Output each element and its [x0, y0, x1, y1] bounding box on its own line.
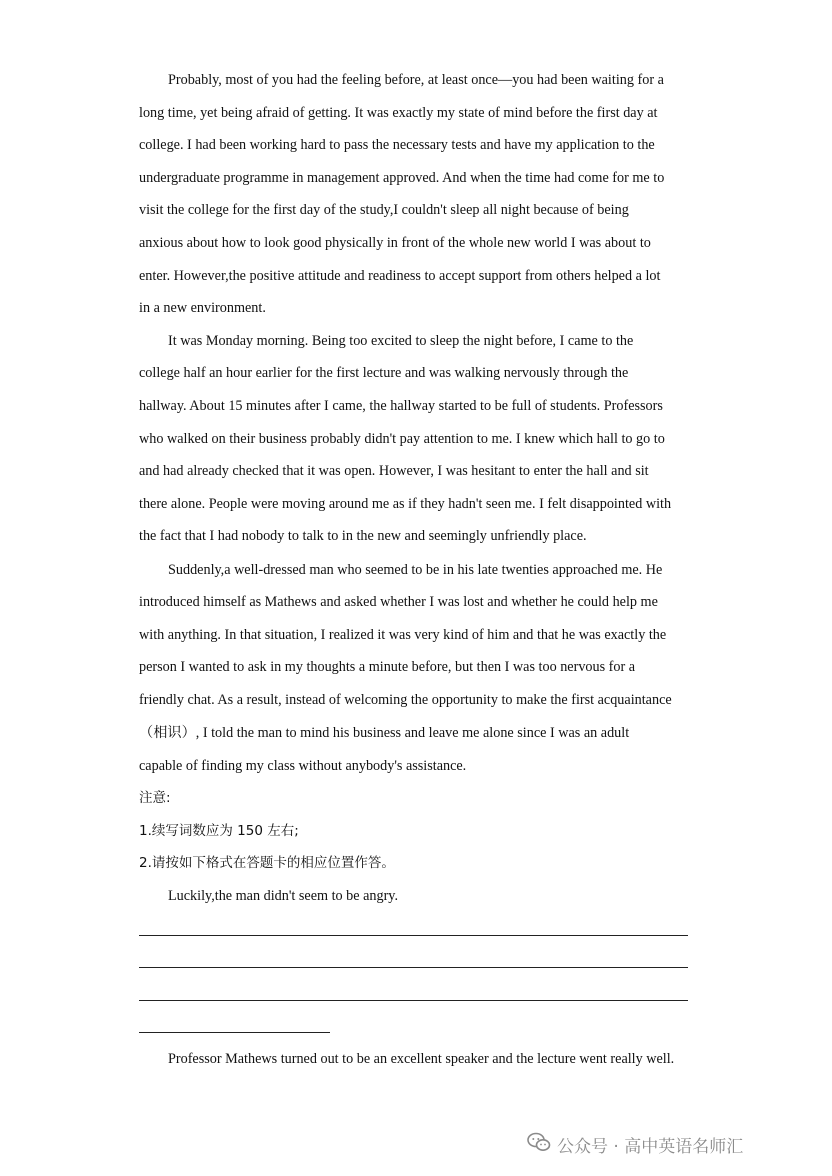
- continuation-prompt-1: Luckily,the man didn't seem to be angry.: [168, 888, 399, 904]
- answer-line-3: [139, 1000, 688, 1001]
- paragraph-1-line-5: visit the college for the first day of the study,I couldn't sleep all night because of being: [139, 202, 629, 218]
- paragraph-1-line-1: Probably, most of you had the feeling before, at least once—you had been waiting for a: [168, 72, 664, 88]
- paragraph-3-line-2: introduced himself as Mathews and asked whether I was lost and whether he could help me: [139, 594, 658, 610]
- paragraph-2-line-5: and had already checked that it was open. However, I was hesitant to enter the hall and sit: [139, 463, 649, 479]
- answer-line-2: [139, 967, 688, 968]
- paragraph-2-line-7: the fact that I had nobody to talk to in the new and seemingly unfriendly place.: [139, 528, 587, 544]
- paragraph-3-line-3: with anything. In that situation, I realized it was very kind of him and that he was exactly the: [139, 627, 667, 643]
- paragraph-2-line-6: there alone. People were moving around me as if they hadn't seen me. I felt disappointed with: [139, 496, 672, 512]
- watermark: [527, 1131, 743, 1157]
- paragraph-1-line-3: college. I had been working hard to pass the necessary tests and have my application to the: [139, 137, 655, 153]
- paragraph-1-line-2: long time, yet being afraid of getting. It was exactly my state of mind before the first day at: [139, 105, 658, 121]
- continuation-prompt-2: Professor Mathews turned out to be an excellent speaker and the lecture went really well.: [168, 1051, 675, 1067]
- notes-item-1: 1.续写词数应为 150 左右;: [139, 823, 299, 839]
- notes-item-2: 2.请按如下格式在答题卡的相应位置作答。: [139, 855, 395, 871]
- paragraph-2-line-3: hallway. About 15 minutes after I came, the hallway started to be full of students. Professors: [139, 398, 663, 414]
- paragraph-3-line-7: capable of finding my class without anybody's assistance.: [139, 758, 467, 774]
- paragraph-2-line-4: who walked on their business probably didn't pay attention to me. I knew which hall to go to: [139, 431, 665, 447]
- paragraph-3-line-6: （相识）, I told the man to mind his business and leave me alone since I was an adult: [139, 725, 630, 741]
- paragraph-1-line-8: in a new environment.: [139, 300, 266, 316]
- paragraph-2-line-2: college half an hour earlier for the first lecture and was walking nervously through the: [139, 365, 629, 381]
- paragraph-3-line-1: Suddenly,a well-dressed man who seemed to be in his late twenties approached me. He: [168, 562, 663, 578]
- notes-title: 注意:: [139, 790, 171, 806]
- paragraph-1-line-7: enter. However,the positive attitude and readiness to accept support from others helped a lot: [139, 268, 661, 284]
- paragraph-2-line-1: It was Monday morning. Being too excited to sleep the night before, I came to the: [168, 333, 634, 349]
- paragraph-3-line-4: person I wanted to ask in my thoughts a minute before, but then I was too nervous for a: [139, 659, 636, 675]
- answer-line-1: [139, 935, 688, 936]
- paragraph-1-line-6: anxious about how to look good physically in front of the whole new world I was about to: [139, 235, 651, 251]
- wechat-icon: [527, 1131, 557, 1158]
- answer-line-4: [139, 1032, 330, 1033]
- watermark-text: 公众号 · 高中英语名师汇: [557, 1136, 744, 1157]
- paragraph-3-line-5: friendly chat. As a result, instead of welcoming the opportunity to make the first acquaintance: [139, 692, 672, 708]
- paragraph-1-line-4: undergraduate programme in management approved. And when the time had come for me to: [139, 170, 665, 186]
